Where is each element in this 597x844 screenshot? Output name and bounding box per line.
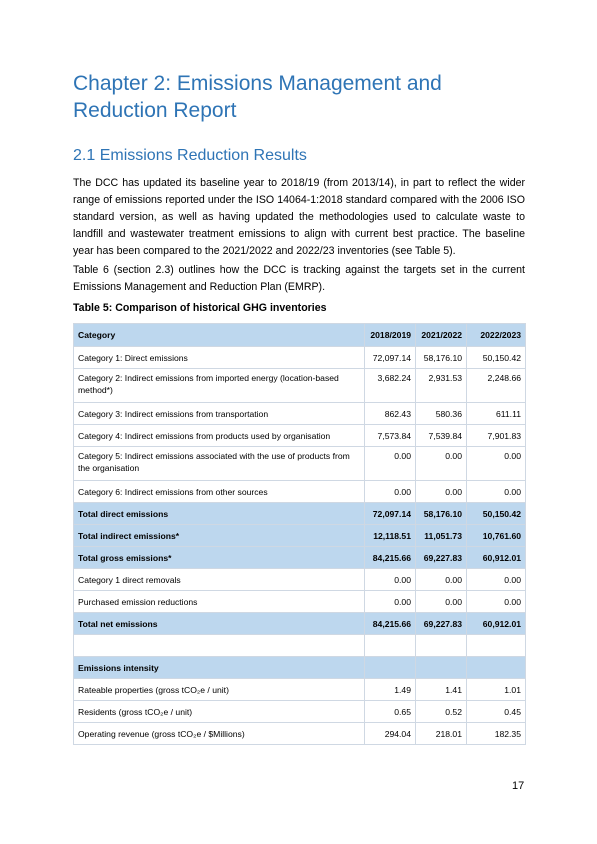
table-cell-value: 7,573.84 — [365, 425, 416, 447]
table-cell-value: 0.00 — [467, 481, 526, 503]
page-number: 17 — [512, 780, 525, 792]
table-cell-value: 0.00 — [467, 447, 526, 481]
table-cell-value: 0.00 — [365, 481, 416, 503]
table-caption: Table 5: Comparison of historical GHG inventories — [73, 302, 327, 314]
table-row — [74, 547, 526, 569]
table-cell-value: 218.01 — [416, 723, 467, 745]
table-cell-value: 182.35 — [467, 723, 526, 745]
table-row — [74, 403, 526, 425]
table-row — [74, 679, 526, 701]
table-cell-value: 580.36 — [416, 403, 467, 425]
table-cell-label — [74, 635, 365, 657]
table-cell-label: Category 1 direct removals — [74, 569, 365, 591]
table-cell-value: 1.49 — [365, 679, 416, 701]
table-cell-value: 0.00 — [467, 591, 526, 613]
table-cell-label: Category 4: Indirect emissions from products used by organisation — [74, 425, 365, 447]
table-cell-value: 50,150.42 — [467, 347, 526, 369]
table-header-cell: Category — [74, 324, 365, 347]
table-row — [74, 635, 526, 657]
table-header-cell: 2022/2023 — [467, 324, 526, 347]
table-cell-value: 0.00 — [416, 481, 467, 503]
table-cell-label: Rateable properties (gross tCO₂e / unit) — [74, 679, 365, 701]
table-cell-label: Emissions intensity — [74, 657, 365, 679]
table-cell-value: 12,118.51 — [365, 525, 416, 547]
table-cell-value: 0.65 — [365, 701, 416, 723]
table-cell-value: 10,761.60 — [467, 525, 526, 547]
table-cell-value — [467, 635, 526, 657]
table-cell-label: Category 1: Direct emissions — [74, 347, 365, 369]
table-cell-value: 11,051.73 — [416, 525, 467, 547]
table-row — [74, 425, 526, 447]
table-cell-label: Purchased emission reductions — [74, 591, 365, 613]
table-cell-value: 0.00 — [467, 569, 526, 591]
table-cell-value: 72,097.14 — [365, 347, 416, 369]
table-cell-value: 0.00 — [365, 447, 416, 481]
table-row — [74, 503, 526, 525]
table-cell-value: 1.41 — [416, 679, 467, 701]
table-cell-label: Category 5: Indirect emissions associated with the use of products from the organisation — [74, 447, 365, 481]
table-cell-value: 0.52 — [416, 701, 467, 723]
table-cell-value: 7,901.83 — [467, 425, 526, 447]
table-cell-label: Category 3: Indirect emissions from transportation — [74, 403, 365, 425]
table-cell-value: 0.00 — [416, 591, 467, 613]
table-cell-value: 0.00 — [416, 447, 467, 481]
table-cell-value: 69,227.83 — [416, 613, 467, 635]
table-cell-label: Total direct emissions — [74, 503, 365, 525]
table-cell-value: 0.00 — [365, 569, 416, 591]
table-cell-label: Operating revenue (gross tCO₂e / $Millions) — [74, 723, 365, 745]
table-cell-label: Category 2: Indirect emissions from imported energy (location-based method*) — [74, 369, 365, 403]
table-cell-value: 611.11 — [467, 403, 526, 425]
table-cell-value: 7,539.84 — [416, 425, 467, 447]
table-cell-value: 3,682.24 — [365, 369, 416, 403]
body-paragraph-1: The DCC has updated its baseline year to 2018/19 (from 2013/14), in part to reflect the wider range of emissions reported under the ISO 14064-1:2018 standard compared with the 2006 ISO standard version, as well as having updated the methodologies used to calculate waste to landfill and wastewater treatment emissions to align with current best practice. The baseline year has been compared to the 2021/2022 and 2022/23 inventories (see Table 5). — [73, 177, 525, 257]
table-cell-value: 84,215.66 — [365, 547, 416, 569]
table-cell-value — [416, 657, 467, 679]
table-row — [74, 447, 526, 481]
table-row — [74, 369, 526, 403]
table-cell-value: 2,248.66 — [467, 369, 526, 403]
table-cell-label: Residents (gross tCO₂e / unit) — [74, 701, 365, 723]
table-row — [74, 591, 526, 613]
table-cell-value: 0.00 — [416, 569, 467, 591]
table-row — [74, 613, 526, 635]
table-cell-value: 60,912.01 — [467, 613, 526, 635]
table-row — [74, 347, 526, 369]
table-cell-value: 0.45 — [467, 701, 526, 723]
ghg-inventory-table — [73, 323, 526, 745]
chapter-title: Chapter 2: Emissions Management and Reduction Report — [73, 72, 442, 122]
table-cell-value: 2,931.53 — [416, 369, 467, 403]
table-row — [74, 525, 526, 547]
table-header-cell: 2021/2022 — [416, 324, 467, 347]
table-cell-label: Category 6: Indirect emissions from other sources — [74, 481, 365, 503]
table-row — [74, 481, 526, 503]
table-row — [74, 657, 526, 679]
table-row — [74, 569, 526, 591]
table-cell-label: Total indirect emissions* — [74, 525, 365, 547]
table-cell-value — [365, 635, 416, 657]
table-row — [74, 701, 526, 723]
table-header-cell: 2018/2019 — [365, 324, 416, 347]
table-cell-value — [467, 657, 526, 679]
table-cell-value — [416, 635, 467, 657]
table-cell-value: 294.04 — [365, 723, 416, 745]
table-cell-label: Total gross emissions* — [74, 547, 365, 569]
table-row — [74, 723, 526, 745]
table-cell-value: 58,176.10 — [416, 503, 467, 525]
table-cell-value: 1.01 — [467, 679, 526, 701]
table-cell-value: 58,176.10 — [416, 347, 467, 369]
table-cell-label: Total net emissions — [74, 613, 365, 635]
body-paragraph-2: Table 6 (section 2.3) outlines how the DCC is tracking against the targets set in the current Emissions Management and Reduction Plan (EMRP). — [73, 264, 525, 293]
table-header-row — [74, 324, 526, 347]
table-cell-value: 60,912.01 — [467, 547, 526, 569]
table-cell-value — [365, 657, 416, 679]
table-cell-value: 862.43 — [365, 403, 416, 425]
table-cell-value: 0.00 — [365, 591, 416, 613]
table-cell-value: 84,215.66 — [365, 613, 416, 635]
table-cell-value: 50,150.42 — [467, 503, 526, 525]
table-cell-value: 72,097.14 — [365, 503, 416, 525]
section-title: 2.1 Emissions Reduction Results — [73, 147, 307, 164]
table-cell-value: 69,227.83 — [416, 547, 467, 569]
